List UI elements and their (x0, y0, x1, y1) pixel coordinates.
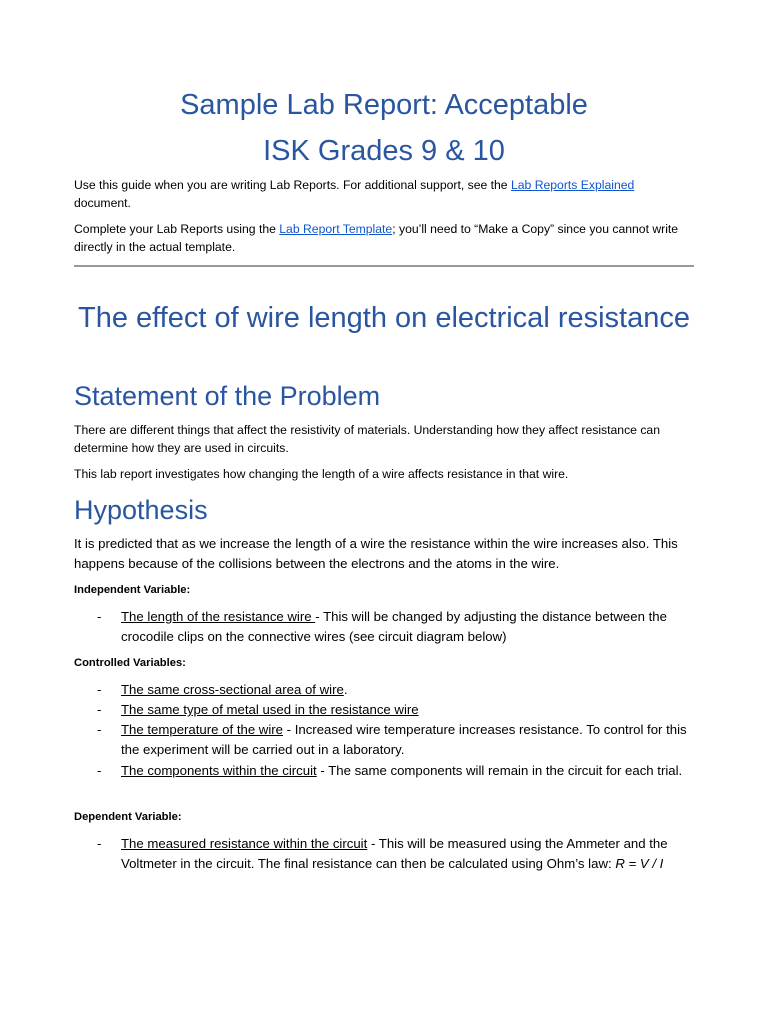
bullet-dash: - (97, 682, 102, 697)
variable-term: The components within the circuit (121, 763, 317, 778)
variable-description: - This will be changed by adjusting the distance between the crocodile clips on the connective wires (see circuit diagram below) (121, 609, 667, 644)
variable-description: - Increased wire temperature increases resistance. To control for this the experiment will be carried out in a laboratory. (121, 722, 687, 757)
guide-text: ; you’ll need to “Make a Copy” since you cannot write directly in the actual template. (74, 222, 679, 254)
controlled-variables-label: Controlled Variables: (74, 657, 186, 669)
ohms-law-formula: R = V / I (615, 856, 664, 871)
guide-text: document. (74, 196, 131, 210)
variable-description: . (343, 682, 348, 697)
report-title: The effect of wire length on electrical resistance (77, 302, 690, 334)
variable-term: The temperature of the wire (121, 722, 283, 737)
bullet-dash: - (97, 609, 102, 624)
bullet-dash: - (97, 763, 102, 778)
variable-term: The measured resistance within the circuit (121, 836, 368, 851)
variable-term: The same cross-sectional area of wire (121, 682, 344, 697)
lab-report-template-link[interactable]: Lab Report Template (279, 222, 393, 236)
problem-heading: Statement of the Problem (74, 381, 381, 411)
variable-description: - The same components will remain in the circuit for each trial. (316, 763, 683, 778)
horizontal-divider (74, 265, 694, 267)
variable-term: The same type of metal used in the resistance wire (121, 702, 419, 717)
bullet-dash: - (97, 836, 102, 851)
guide-paragraph-1 (74, 176, 694, 212)
hypothesis-heading: Hypothesis (74, 495, 208, 525)
problem-paragraph-2: This lab report investigates how changing the length of a wire affects resistance in that wire. (74, 467, 569, 481)
page-title-line-2: ISK Grades 9 & 10 (263, 135, 505, 167)
independent-variable-label: Independent Variable: (74, 584, 191, 596)
dependent-variable-label: Dependent Variable: (74, 811, 182, 823)
variable-term: The length of the resistance wire (121, 609, 316, 624)
guide-text: Complete your Lab Reports using the (74, 222, 280, 236)
bullet-dash: - (97, 722, 102, 737)
guide-paragraph-2 (74, 220, 694, 256)
hypothesis-text: It is predicted that as we increase the length of a wire the resistance within the wire increases also. This happens because of the collisions between the electrons and the atoms in the wire. (74, 536, 678, 571)
variable-description: - This will be measured using the Ammeter and the Voltmeter in the circuit. The final resistance can then be calculated using Ohm’s law: (121, 836, 668, 871)
page-title-line-1: Sample Lab Report: Acceptable (180, 89, 588, 121)
problem-paragraph-1: There are different things that affect the resistivity of materials. Understanding how they affect resistance can determine how they are used in circuits. (74, 423, 660, 455)
guide-text: Use this guide when you are writing Lab Reports. For additional support, see the (74, 178, 511, 192)
bullet-dash: - (97, 702, 102, 717)
lab-reports-explained-link[interactable]: Lab Reports Explained (510, 178, 635, 192)
